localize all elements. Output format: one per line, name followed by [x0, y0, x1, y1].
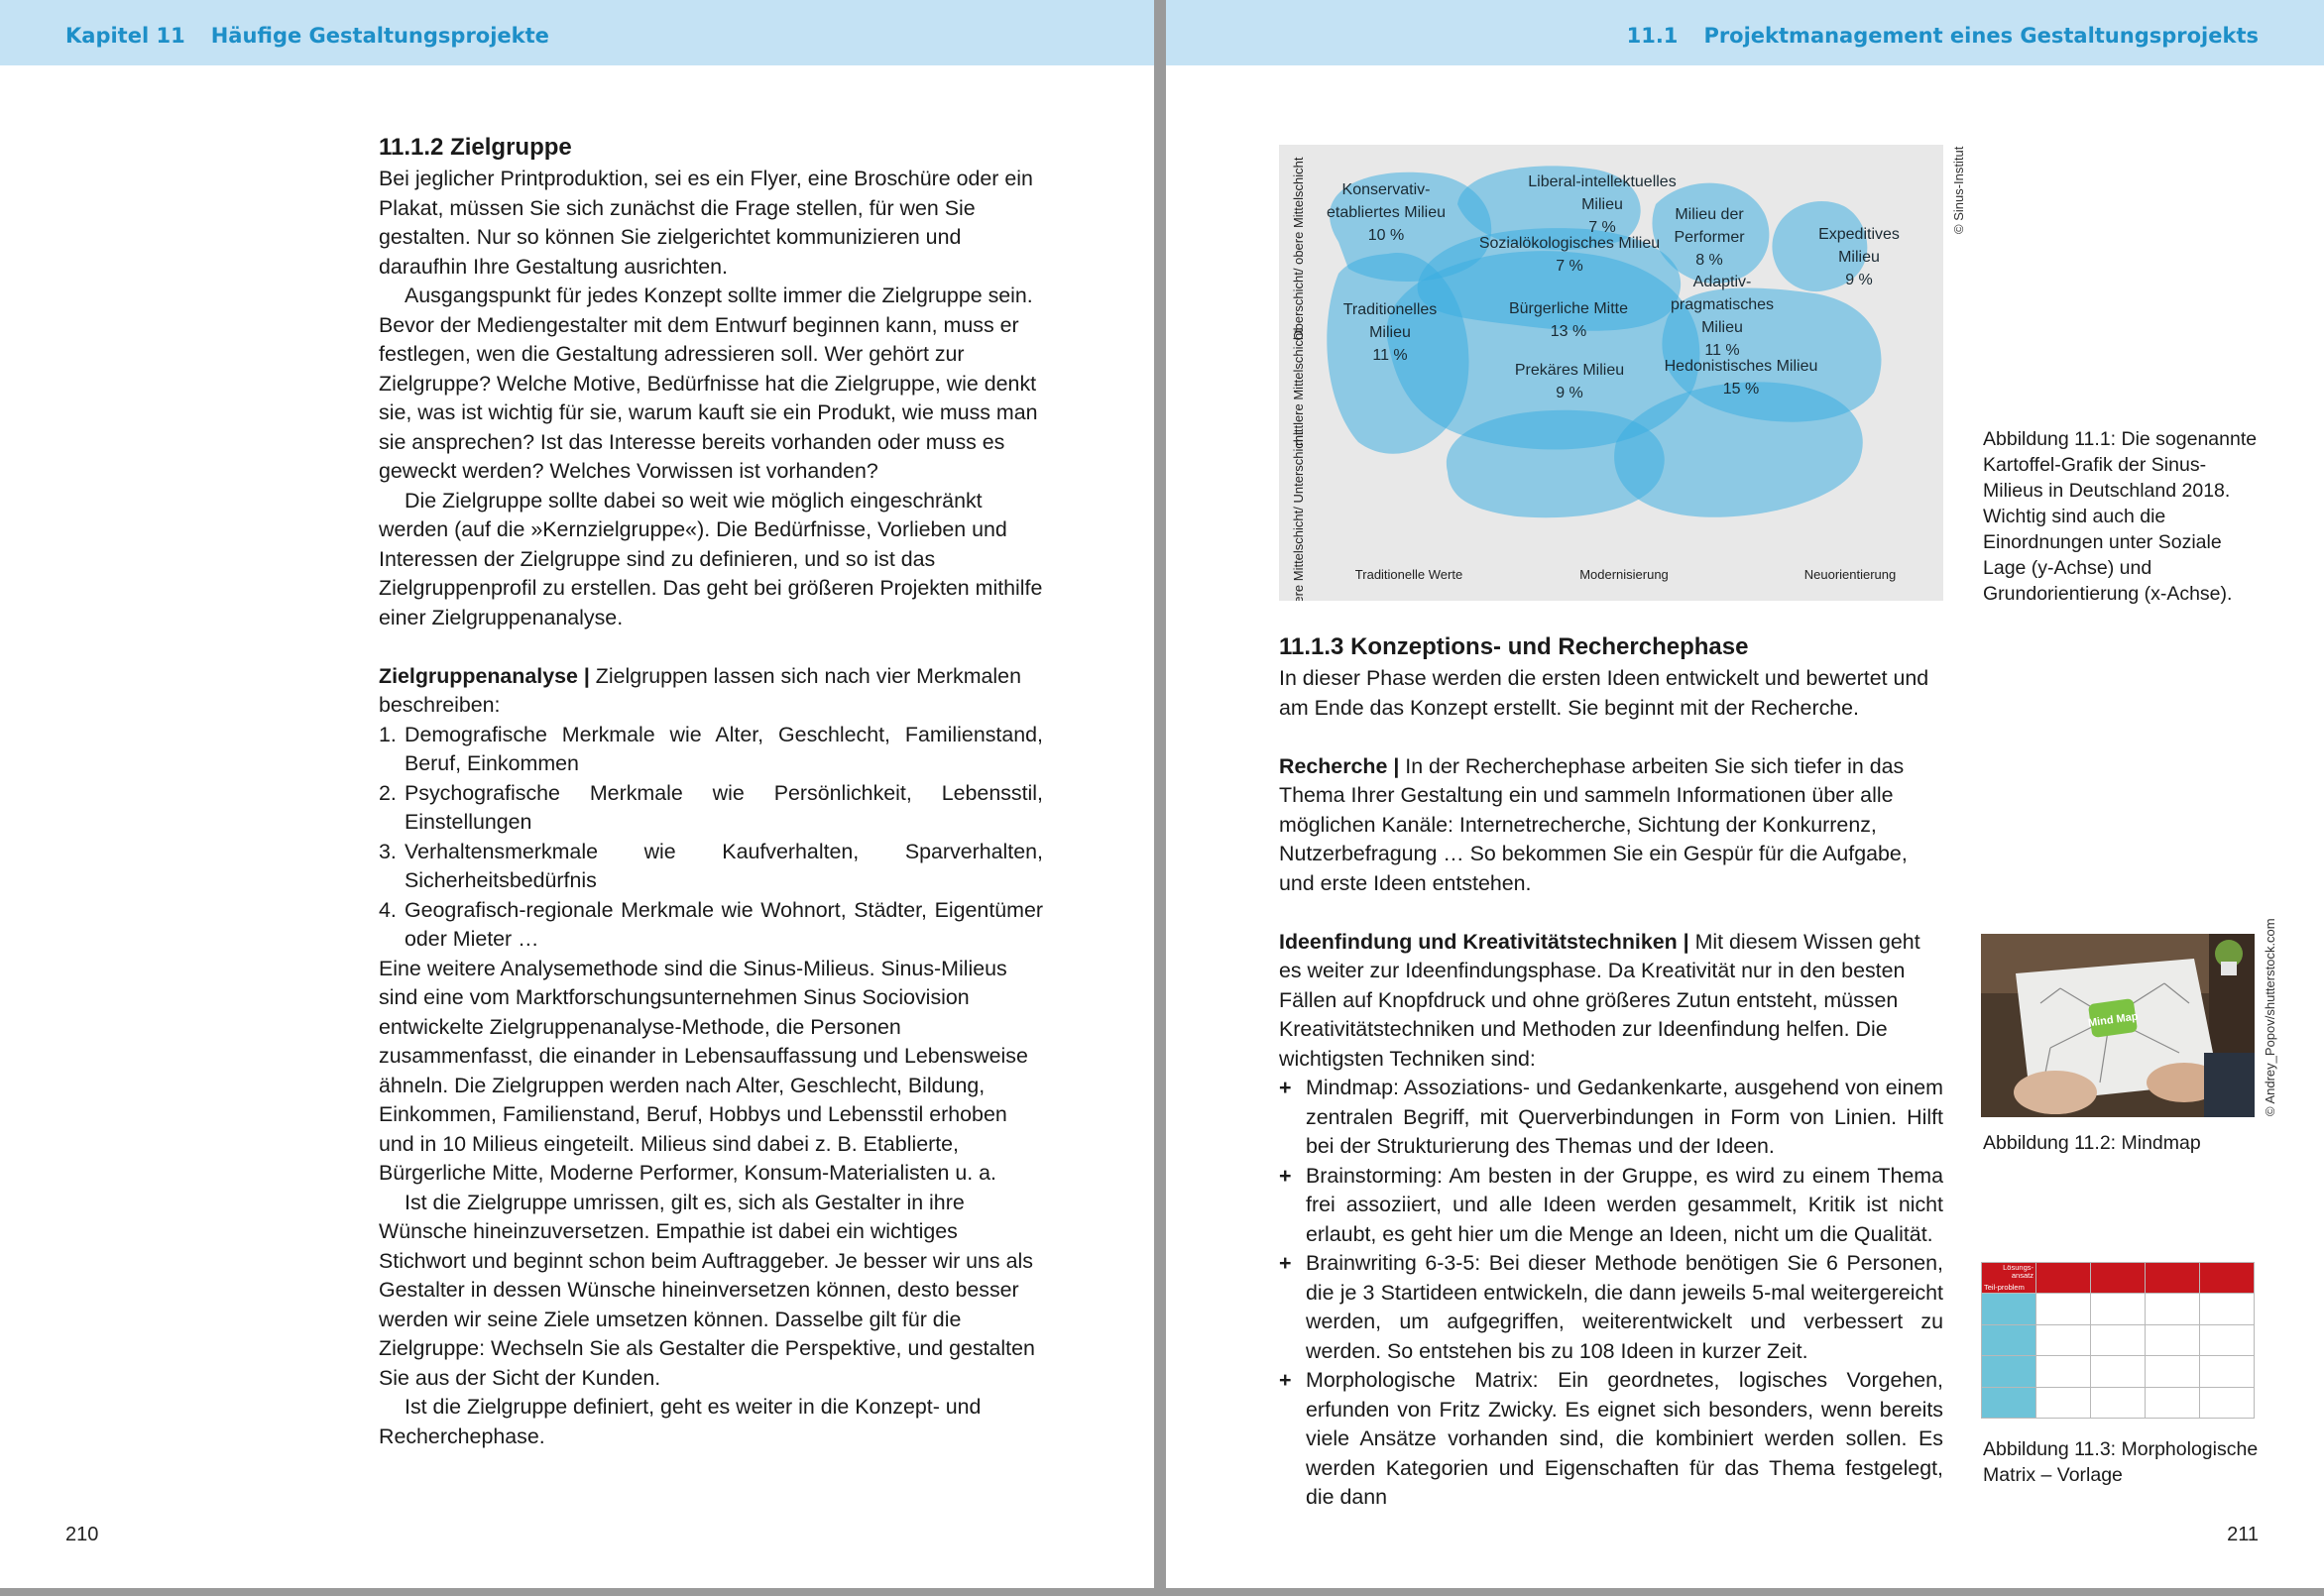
y-axis-label-middle: mittlere Mittelschicht [1291, 329, 1306, 446]
sinus-milieu-chart [1279, 145, 1943, 601]
paragraph: Ist die Zielgruppe definiert, geht es weiter in die Konzept- und Recherchephase. [379, 1395, 982, 1448]
paragraph: Recherche | In der Recherchephase arbeiten Sie sich tiefer in das Thema Ihrer Gestaltung ein und sammeln Informationen über alle möglichen Kanäle: Internetrecherche, Sichtung der Konkurrenz, Nutzerbefragung … So bekommen Sie ein Gespür für die Aufgabe, und erste Ideen entstehen. [1279, 753, 1908, 895]
mindmap-photo [1981, 934, 2255, 1117]
paragraph: Ideenfindung und Kreativitätstechniken | Mit diesem Wissen geht es weiter zur Ideenfindungsphase. Da Kreativität nur in den besten Fällen auf Knopfdruck und ohne größeres Zutun entsteht, müssen Kreativitätstechniken und Methoden zur Ideenfindung helfen. Die wichtigsten Techniken sind: [1279, 929, 1920, 1071]
milieu-label: Bürgerliche Mitte 13 % [1508, 300, 1629, 340]
y-axis-label-top: Oberschicht/ obere Mittelschicht [1291, 157, 1306, 341]
run-in-heading: Zielgruppenanalyse | [379, 663, 590, 688]
chapter-number: Kapitel 11 [65, 24, 185, 48]
list-item: 3. Verhaltensmerkmale wie Kaufverhalten, Sparverhalten, Sicherheitsbedürfnis [379, 839, 1043, 892]
matrix-cell [2036, 1387, 2091, 1418]
list-item: + Morphologische Matrix: Ein geordnetes, logisches Vorgehen, erfunden von Fritz Zwicky. Es eignet sich besonders, wenn bereits viele Ansätze vorhanden sind, die kombiniert werden sollen. Es werden Kategorien und Eigenschaften für das Thema festgelegt, die dann [1279, 1368, 1943, 1509]
matrix-corner-cell: Lösungs-ansatz Teil-problem [1982, 1263, 2036, 1294]
matrix-cell [2146, 1387, 2200, 1418]
matrix-cell [2146, 1294, 2200, 1324]
milieu-label: Adaptiv-pragmatisches Milieu 11 % [1670, 274, 1775, 359]
run-in-heading: Recherche | [1279, 753, 1400, 778]
milieu-label: Hedonistisches Milieu 15 % [1664, 358, 1818, 398]
matrix-cell [2146, 1324, 2200, 1355]
milieu-label: Traditionelles Milieu 11 % [1342, 301, 1438, 364]
photo-credit: © Andrey_Popov/shutterstock.com [2263, 918, 2277, 1116]
left-page [0, 0, 1154, 1588]
numbered-list [379, 721, 1043, 955]
matrix-header-cell [2036, 1263, 2091, 1294]
matrix-cell [2200, 1387, 2255, 1418]
mindmap-caption: Abbildung 11.2: Mindmap [1983, 1132, 2201, 1154]
milieu-chart-svg [1279, 145, 1943, 601]
matrix-header-cell [2146, 1263, 2200, 1294]
section-number: 11.1 [1626, 24, 1679, 48]
plus-icon: + [1279, 1163, 1292, 1188]
chapter-title: Häufige Gestaltungsprojekte [210, 24, 549, 48]
matrix-cell [2091, 1356, 2146, 1387]
list-item: 2. Psychografische Merkmale wie Persönlichkeit, Lebensstil, Einstellungen [379, 780, 1043, 834]
paragraph: Bei jeglicher Printproduktion, sei es ein Flyer, eine Broschüre oder ein Plakat, müssen Sie sich zunächst die Frage stellen, für wen Sie gestalten. Nur so können Sie zielgerichtet kommunizieren und daraufhin Ihre Gestaltung ausrichten. [379, 167, 1033, 279]
matrix-cell [2091, 1387, 2146, 1418]
matrix-row-header-cell [1982, 1324, 2036, 1355]
matrix-caption: Abbildung 11.3: Morphologische Matrix – Vorlage [1983, 1438, 2259, 1486]
milieu-label: Milieu der Performer 8 % [1674, 206, 1745, 269]
matrix-row-header-cell [1982, 1387, 2036, 1418]
page-number-right: 211 [2227, 1524, 2259, 1545]
matrix-cell [2091, 1324, 2146, 1355]
matrix-row-header-cell [1982, 1356, 2036, 1387]
matrix-cell [2146, 1356, 2200, 1387]
running-header-left [0, 0, 1154, 65]
running-header-right [1166, 0, 2324, 65]
plus-icon: + [1279, 1368, 1292, 1392]
matrix-cell [2200, 1356, 2255, 1387]
matrix-cell [2036, 1356, 2091, 1387]
page-number-left: 210 [65, 1524, 99, 1545]
matrix-cell [2036, 1324, 2091, 1355]
paragraph: Zielgruppenanalyse | Zielgruppen lassen sich nach vier Merkmalen beschreiben: [379, 663, 1021, 717]
matrix-cell [2036, 1294, 2091, 1324]
matrix-cell [2200, 1324, 2255, 1355]
paragraph: In dieser Phase werden die ersten Ideen entwickelt und bewertet und am Ende das Konzept erstellt. Sie beginnt mit der Recherche. [1279, 666, 1929, 720]
paragraph: Ausgangspunkt für jedes Konzept sollte immer die Zielgruppe sein. Bevor der Mediengestalter mit dem Entwurf beginnen kann, muss er festlegen, wen die Gestaltung adressieren soll. Wer gehört zur Zielgruppe? Welche Motive, Bedürfnisse hat die Zielgruppe, wie denkt sie, was ist wichtig für sie, warum kauft sie ein Produkt, wie muss man sie ansprechen? Ist das Interesse bereits vorhanden oder muss es geweckt werden? Welches Vorwissen ist vorhanden? [379, 284, 1038, 483]
x-axis-label-neuorientierung: Neuorientierung [1803, 567, 1897, 582]
left-text-column [379, 132, 1043, 1451]
plus-icon: + [1279, 1076, 1292, 1099]
milieu-label: Sozialökologisches Milieu 7 % [1478, 235, 1661, 275]
milieu-label: Konservativ-etabliertes Milieu 10 % [1326, 181, 1447, 244]
section-title: Projektmanagement eines Gestaltungsprojekts [1703, 24, 2259, 48]
plus-icon: + [1279, 1251, 1292, 1275]
matrix-cell [2200, 1294, 2255, 1324]
chart-caption: Abbildung 11.1: Die sogenannte Kartoffel-Grafik der Sinus-Milieus in Deutschland 2018. Wichtig sind auch die Einordnungen unter Soziale Lage (y-Achse) und Grundorientierung (x-Achse). [1983, 428, 2258, 605]
right-page [1166, 0, 2324, 1588]
matrix-header-cell [2200, 1263, 2255, 1294]
section-heading-konzeption: 11.1.3 Konzeptions- und Recherchephase [1279, 633, 1749, 660]
morphological-matrix [1981, 1262, 2255, 1419]
paragraph: Ist die Zielgruppe umrissen, gilt es, sich als Gestalter in ihre Wünsche hineinzuversetzen. Empathie ist dabei ein wichtiges Stichwort und beginnt schon beim Auftraggeber. Je besser wir uns als Gestalter in dessen Wünsche hineinversetzen können, desto besser werden wir seine Ziele umsetzen können. Dasselbe gilt für die Zielgruppe: Wechseln Sie als Gestalter die Perspektive, und gestalten Sie aus der Sicht der Kunden. [379, 1190, 1035, 1390]
matrix-header-cell [2091, 1263, 2146, 1294]
run-in-heading: Ideenfindung und Kreativitätstechniken | [1279, 929, 1689, 954]
milieu-label: Prekäres Milieu 9 % [1514, 362, 1625, 401]
paragraph: Die Zielgruppe sollte dabei so weit wie möglich eingeschränkt werden (auf die »Kernzielgruppe«). Die Bedürfnisse, Vorlieben und Interessen der Zielgruppe sind zu definieren, und so ist das Zielgruppenprofil zu erstellen. Das geht bei größeren Projekten mithilfe einer Zielgruppenanalyse. [379, 488, 1043, 629]
milieu-label: Expeditives Milieu 9 % [1818, 226, 1900, 288]
technique-list [1279, 1074, 1943, 1513]
list-item: + Mindmap: Assoziations- und Gedankenkarte, ausgehend von einem zentralen Begriff, mit Querverbindungen in Form von Linien. Hilft bei der Strukturierung des Themas und der Ideen. [1279, 1076, 1943, 1158]
milieu-label: Liberal-intellektuelles Milieu 7 % [1528, 173, 1677, 236]
right-text-column [1279, 631, 1943, 1513]
list-item: + Brainwriting 6-3-5: Bei dieser Methode benötigen Sie 6 Personen, die je 3 Startideen entwickeln, die dann jeweils 5-mal weitergereicht werden, um aufgegriffen, weiterentwickelt und verbessert zu werden. So entstehen bis zu 108 Ideen in kurzer Zeit. [1279, 1251, 1943, 1363]
paragraph: Eine weitere Analysemethode sind die Sinus-Milieus. Sinus-Milieus sind eine vom Marktforschungsunternehmen Sinus Sociovision entwickelte Zielgruppenanalyse-Methode, die Personen zusammenfasst, die einander in Lebensauffassung und Lebensweise ähneln. Die Zielgruppen werden nach Alter, Geschlecht, Bildung, Einkommen, Familienstand, Beruf, Hobbys und Lebensstil erhoben und in 10 Milieus eingeteilt. Milieus sind dabei z. B. Etablierte, Bürgerliche Mitte, Moderne Performer, Konsum-Materialisten u. a. [379, 956, 1028, 1185]
list-item: + Brainstorming: Am besten in der Gruppe, es wird zu einem Thema frei assoziiert, und alle Ideen werden gesammelt, Kritik ist nicht erlaubt, es geht hier um die Menge an Ideen, nicht um die Qualität. [1279, 1163, 1943, 1246]
x-axis-label-modernisierung: Modernisierung [1579, 567, 1669, 582]
section-heading-zielgruppe: 11.1.2 Zielgruppe [379, 134, 572, 161]
mindmap-photo-text: Mind Map [2087, 1010, 2140, 1030]
x-axis-label-traditionell: Traditionelle Werte [1354, 567, 1463, 582]
matrix-row-header-cell [1982, 1294, 2036, 1324]
y-axis-label-bottom: untere Mittelschicht/ Unterschicht [1291, 431, 1306, 601]
matrix-cell [2091, 1294, 2146, 1324]
chart-credit: © Sinus-Institut [1951, 146, 1966, 234]
list-item: 4. Geografisch-regionale Merkmale wie Wohnort, Städter, Eigentümer oder Mieter … [379, 897, 1043, 951]
list-item: 1. Demografische Merkmale wie Alter, Geschlecht, Familienstand, Beruf, Einkommen [379, 722, 1043, 775]
